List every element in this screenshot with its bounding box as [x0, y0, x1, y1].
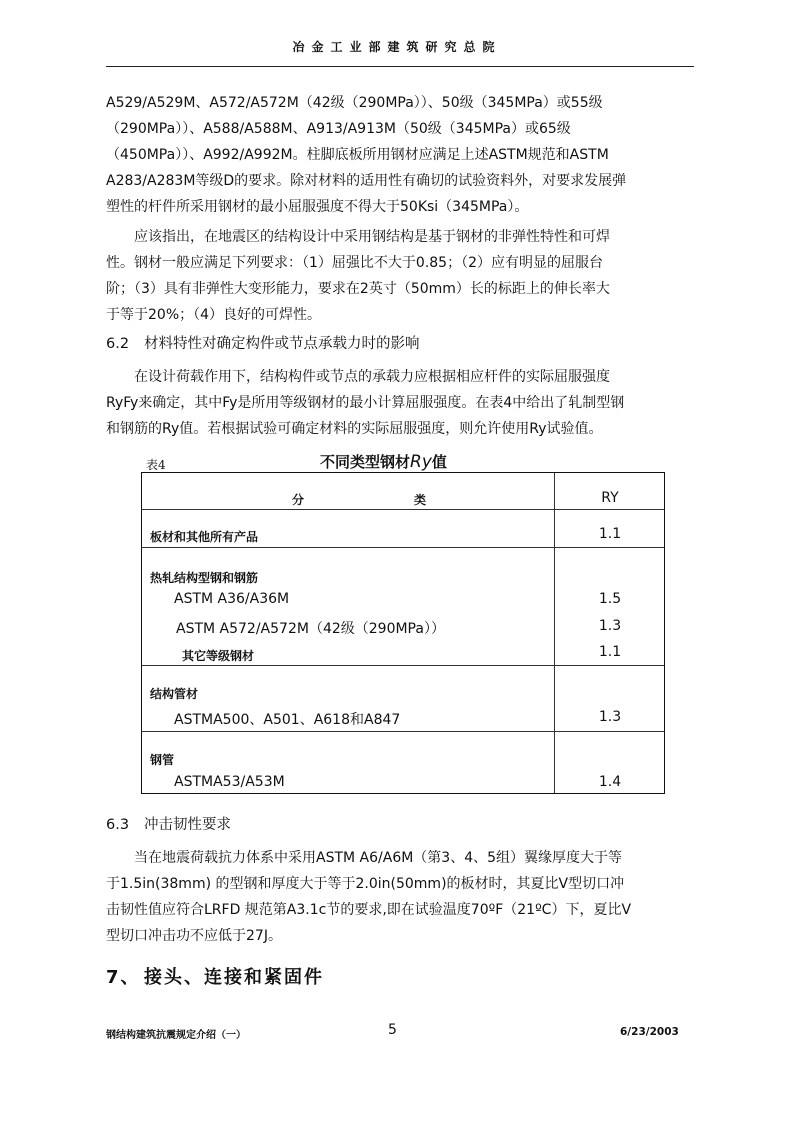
- row-label-category: 其它等级钢材: [182, 649, 255, 663]
- row-label: ASTM A572/A572M（42级（290MPa））: [176, 621, 445, 637]
- paragraph-impact-toughness: [106, 845, 688, 949]
- text-line: 和钢筋的Ry值。若根据试验可确定材料的实际屈服强度，则允许使用Ry试验值。: [106, 421, 603, 437]
- text-line: 击韧性值应符合LRFD 规范第A3.1c节的要求,即在试验温度70ºF（21ºC）下，夏比V: [106, 902, 632, 918]
- row-value: 1.1: [598, 526, 622, 542]
- row-value: 1.3: [598, 709, 622, 725]
- section-number: 6.2: [106, 336, 130, 352]
- header-ry: RY: [601, 490, 619, 506]
- table-title-text: 不同类型钢材: [320, 453, 411, 471]
- header-divider: [106, 66, 694, 67]
- row-value: 1.3: [598, 618, 622, 634]
- footer-page-number: 5: [388, 1022, 397, 1038]
- section-title: 冲击韧性要求: [144, 817, 231, 833]
- text-line: 塑性的杆件所采用钢材的最小屈服强度不得大于50Ksi（345MPa）。: [106, 199, 529, 215]
- section-number: 6.3: [106, 817, 130, 833]
- text-line: 于等于20%；（4）良好的可焊性。: [106, 307, 322, 323]
- section-title: 材料特性对确定构件或节点承载力时的影响: [144, 336, 420, 352]
- footer-date: 6/23/2003: [620, 1026, 679, 1038]
- row-divider: [142, 509, 664, 510]
- row-label-category: 热轧结构型钢和钢筋: [150, 571, 259, 585]
- row-label-category: 钢管: [150, 753, 175, 767]
- text-line: 应该指出，在地震区的结构设计中采用钢结构是基于钢材的非弹性特性和可焊: [106, 229, 610, 245]
- row-value: 1.1: [598, 644, 622, 660]
- row-divider: [142, 665, 664, 666]
- section-heading-6-3: [106, 813, 231, 834]
- row-label: ASTMA500、A501、A618和A847: [174, 712, 401, 728]
- page-header-title: 冶金工业部建筑研究总院: [292, 40, 502, 54]
- table-title: [320, 451, 447, 472]
- text-line: A529/A529M、A572/A572M（42级（290MPa））、50级（345MPa）或55级: [106, 95, 603, 111]
- section-heading-6-2: [106, 332, 420, 353]
- row-divider: [142, 547, 664, 548]
- header-classification-fen: 分: [292, 493, 305, 507]
- row-value: 1.4: [598, 774, 622, 790]
- paragraph-material-spec: [106, 90, 688, 220]
- text-line: （450MPa））、A992/A992M。柱脚底板所用钢材应满足上述ASTM规范和ASTM: [106, 147, 609, 163]
- text-line: 阶；（3）具有非弹性大变形能力，要求在2英寸（50mm）长的标距上的伸长率大: [106, 281, 610, 297]
- text-line: 性。钢材一般应满足下列要求：（1）屈强比不大于0.85；（2）应有明显的屈服台: [106, 255, 603, 271]
- row-divider: [142, 731, 664, 732]
- text-line: RyFy来确定，其中Fy是所用等级钢材的最小计算屈服强度。在表4中给出了轧制型钢: [106, 395, 625, 411]
- text-line: A283/A283M等级D的要求。除对材料的适用性有确切的试验资料外，对要求发展弹: [106, 173, 627, 189]
- footer-document-title: 钢结构建筑抗震规定介绍（一）: [106, 1030, 246, 1041]
- row-label: ASTM A36/A36M: [174, 591, 290, 607]
- table-title-symbol: Ry: [410, 452, 432, 472]
- section-number: 7、: [106, 967, 141, 988]
- section-title: 接头、连接和紧固件: [144, 967, 324, 988]
- text-line: 于1.5in(38mm) 的型钢和厚度大于等于2.0in(50mm)的板材时，其夏比V型切口冲: [106, 876, 625, 892]
- table-title-suffix: 值: [431, 453, 447, 471]
- text-line: 型切口冲击功不应低于27J。: [106, 928, 282, 944]
- text-line: 当在地震荷载抗力体系中采用ASTM A6/A6M（第3、4、5组）翼缘厚度大于等: [106, 850, 623, 866]
- row-label-category: 板材和其他所有产品: [150, 530, 259, 544]
- text-line: （290MPa））、A588/A588M、A913/A913M（50级（345MPa）或65级: [106, 121, 571, 137]
- section-heading-7: [106, 963, 324, 989]
- row-value: 1.5: [598, 591, 622, 607]
- paragraph-steel-requirements: [106, 224, 688, 328]
- ry-values-table: [141, 472, 665, 794]
- header-classification-lei: 类: [414, 493, 427, 507]
- row-label: ASTMA53/A53M: [174, 774, 285, 790]
- row-label-category: 结构管材: [150, 687, 199, 701]
- text-line: 在设计荷载作用下，结构构件或节点的承载力应根据相应杆件的实际屈服强度: [106, 369, 610, 385]
- table-label: 表4: [146, 458, 166, 472]
- paragraph-ry-explanation: [106, 364, 688, 442]
